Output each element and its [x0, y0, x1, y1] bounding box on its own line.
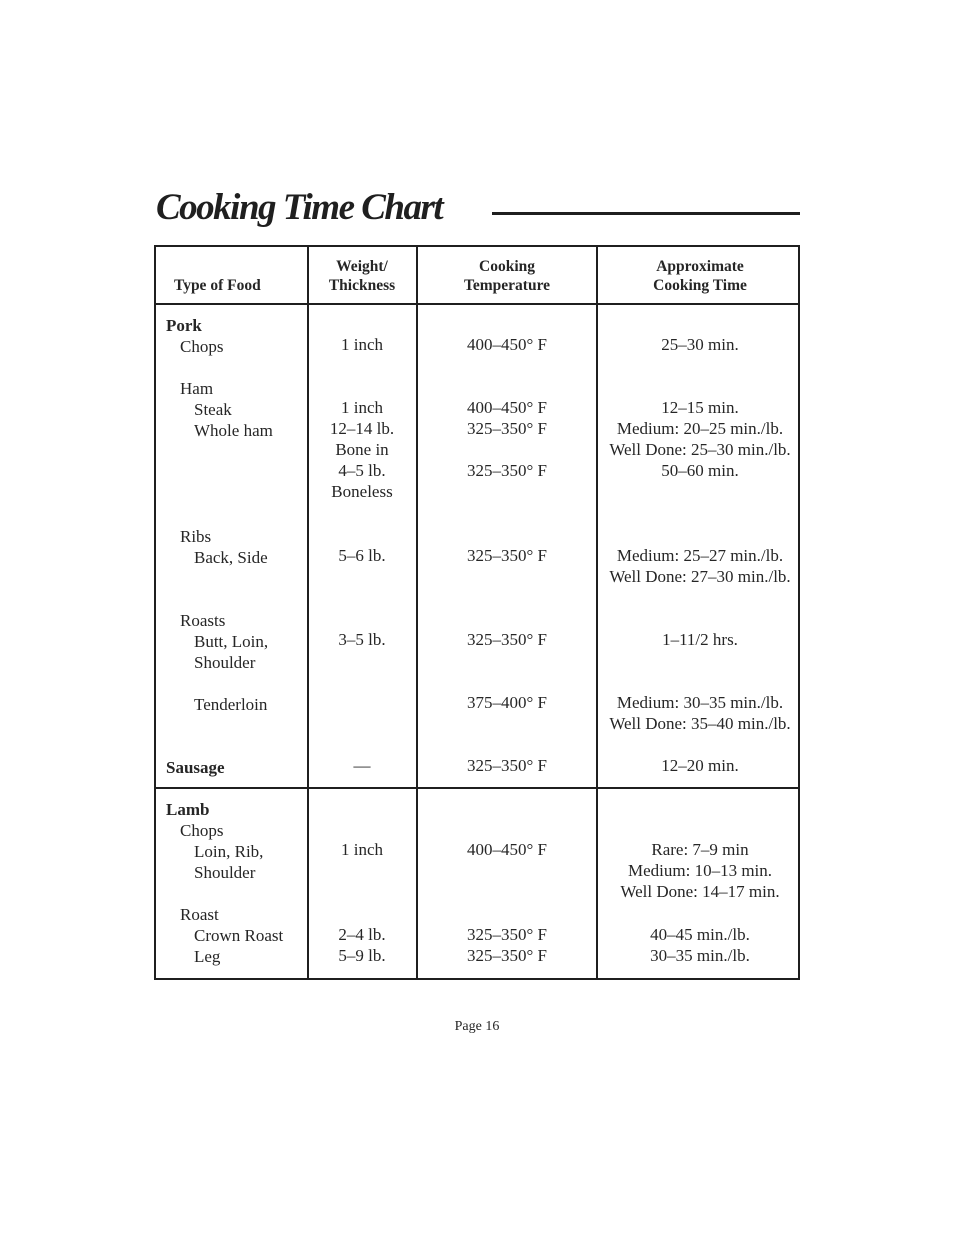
header-divider — [156, 303, 798, 305]
pork-roasts-shoulder-label: Shoulder — [194, 653, 256, 672]
page-number: Page 16 — [454, 1019, 500, 1034]
header-weight-line1: Weight/ — [336, 258, 388, 275]
pork-chops-temp: 400–450° F — [466, 335, 548, 354]
pork-ribs-weight: 5–6 lb. — [338, 546, 386, 565]
pork-chops-label: Chops — [180, 337, 224, 356]
header-type-of-food: Type of Food — [174, 277, 261, 294]
pork-ribs-time-well-done: Well Done: 27–30 min./lb. — [609, 567, 791, 586]
cooking-time-table — [154, 245, 800, 980]
lamb-chops-weight: 1 inch — [340, 840, 384, 859]
pork-ribs-back-side-label: Back, Side — [194, 548, 268, 567]
sausage-weight: — — [353, 756, 371, 775]
sausage-temp: 325–350° F — [466, 756, 548, 775]
pork-chops-weight: 1 inch — [340, 335, 384, 354]
lamb-chops-time-well-done: Well Done: 14–17 min. — [620, 882, 780, 901]
pork-heading: Pork — [166, 316, 202, 335]
pork-whole-ham-label: Whole ham — [194, 421, 273, 440]
pork-tenderloin-time-well-done: Well Done: 35–40 min./lb. — [609, 714, 791, 733]
column-divider — [307, 247, 309, 978]
lamb-chops-label: Chops — [180, 821, 224, 840]
column-divider — [596, 247, 598, 978]
pork-whole-ham-time-medium: Medium: 20–25 min./lb. — [616, 419, 784, 438]
header-weight-line2: Thickness — [328, 277, 396, 294]
pork-whole-ham-weight-boneless: 4–5 lb. — [338, 461, 386, 480]
lamb-chops-shoulder-label: Shoulder — [194, 863, 256, 882]
pork-chops-time: 25–30 min. — [661, 335, 739, 354]
lamb-chops-loin-rib-label: Loin, Rib, — [194, 842, 264, 861]
pork-tenderloin-label: Tenderloin — [194, 695, 268, 714]
lamb-leg-temp: 325–350° F — [466, 946, 548, 965]
title-row — [156, 186, 800, 236]
pork-roasts-label: Roasts — [180, 611, 226, 630]
pork-roasts-weight: 3–5 lb. — [338, 630, 386, 649]
title-rule — [492, 212, 800, 215]
pork-ham-steak-label: Steak — [194, 400, 232, 419]
lamb-leg-weight: 5–9 lb. — [338, 946, 386, 965]
pork-tenderloin-temp: 375–400° F — [466, 693, 548, 712]
header-temp-line2: Temperature — [463, 277, 551, 294]
sausage-time: 12–20 min. — [661, 756, 739, 775]
column-divider — [416, 247, 418, 978]
pork-whole-ham-time-well-done: Well Done: 25–30 min./lb. — [609, 440, 791, 459]
lamb-chops-temp: 400–450° F — [466, 840, 548, 859]
pork-ribs-time-medium: Medium: 25–27 min./lb. — [616, 546, 784, 565]
pork-ribs-temp: 325–350° F — [466, 546, 548, 565]
pork-whole-ham-weight-note: Bone in — [335, 440, 389, 459]
section-divider — [156, 787, 798, 789]
pork-ham-steak-temp: 400–450° F — [466, 398, 548, 417]
lamb-chops-time-rare: Rare: 7–9 min — [651, 840, 749, 859]
pork-ham-steak-weight: 1 inch — [340, 398, 384, 417]
pork-roasts-temp: 325–350° F — [466, 630, 548, 649]
lamb-crown-roast-weight: 2–4 lb. — [338, 925, 386, 944]
pork-whole-ham-time-boneless: 50–60 min. — [661, 461, 739, 480]
lamb-crown-roast-time: 40–45 min./lb. — [650, 925, 750, 944]
lamb-crown-roast-label: Crown Roast — [194, 926, 284, 945]
pork-tenderloin-time-medium: Medium: 30–35 min./lb. — [616, 693, 784, 712]
pork-roasts-time: 1–11/2 hrs. — [662, 630, 738, 649]
lamb-heading: Lamb — [166, 800, 210, 819]
pork-ribs-label: Ribs — [180, 527, 212, 546]
header-time-line1: Approximate — [656, 258, 744, 275]
page-title: Cooking Time Chart — [156, 187, 443, 228]
lamb-roast-label: Roast — [180, 905, 219, 924]
sausage-label: Sausage — [166, 758, 225, 777]
lamb-crown-roast-temp: 325–350° F — [466, 925, 548, 944]
pork-ham-label: Ham — [180, 379, 214, 398]
lamb-leg-time: 30–35 min./lb. — [650, 946, 750, 965]
lamb-leg-label: Leg — [194, 947, 221, 966]
pork-whole-ham-temp-boneless: 325–350° F — [466, 461, 548, 480]
pork-whole-ham-temp: 325–350° F — [466, 419, 548, 438]
header-time-line2: Cooking Time — [653, 277, 747, 294]
pork-roasts-butt-label: Butt, Loin, — [194, 632, 269, 651]
pork-whole-ham-weight: 12–14 lb. — [329, 419, 395, 438]
header-temp-line1: Cooking — [479, 258, 535, 275]
lamb-chops-time-medium: Medium: 10–13 min. — [627, 861, 773, 880]
pork-whole-ham-weight-boneless-note: Boneless — [331, 482, 393, 501]
pork-ham-steak-time: 12–15 min. — [661, 398, 739, 417]
